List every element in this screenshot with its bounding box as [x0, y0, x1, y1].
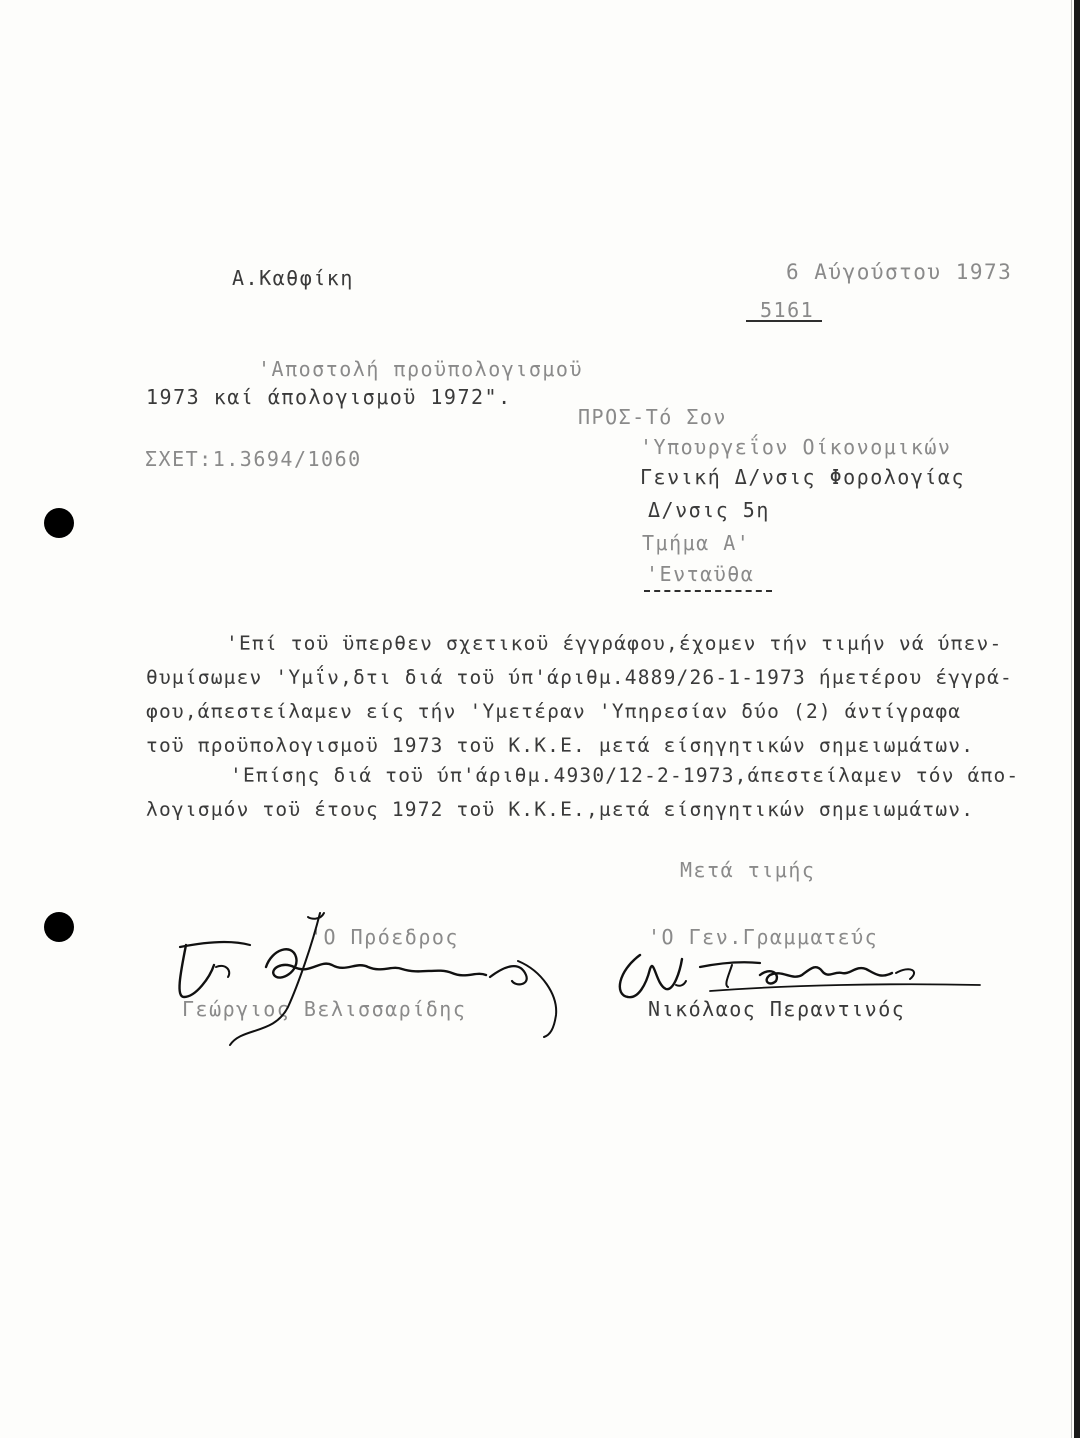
recipient-ministry: 'Υπουργεΐον Οίκονομικών: [640, 435, 952, 459]
right-signatory-title: 'Ο Γεν.Γραμματεύς: [648, 925, 879, 949]
punch-hole-bottom: [44, 912, 74, 942]
left-signatory-name: Γεώργιος Βελισσαρίδης: [182, 997, 467, 1021]
body-line-1: 'Επί τοϋ ϋπερθεν σχετικοϋ έγγράφου,έχομεν τήν τιμήν νά ύπεν-: [226, 632, 1003, 655]
protocol-number-underline: [746, 320, 822, 322]
left-signatory-title: 'Ο Πρόεδρος: [310, 925, 459, 949]
closing-salutation: Μετά τιμής: [680, 858, 816, 882]
recipient-directorate: Γενική Δ/νσις Φορολογίας: [640, 465, 965, 489]
body-line-5: 'Επίσης διά τοϋ ύπ'άριθμ.4930/12-2-1973,άπεστείλαμεν τόν άπο-: [230, 764, 1020, 787]
subject-line-2: 1973 καί άπολογισμοϋ 1972".: [146, 385, 512, 409]
punch-hole-top: [44, 508, 74, 538]
recipient-division: Δ/νσις 5η: [648, 498, 770, 522]
scan-edge-line: [1071, 0, 1072, 1438]
subject-line-1: 'Αποστολή προϋπολογισμοϋ: [258, 357, 583, 381]
right-signatory-name: Νικόλαος Περαντινός: [648, 997, 906, 1021]
recipient-location: 'Ενταϋθα: [646, 562, 755, 586]
body-line-4: τοϋ προϋπολογισμοϋ 1973 τοϋ Κ.Κ.Ε. μετά είσηγητικών σημειωμάτων.: [146, 734, 975, 757]
left-handwritten-signature: [170, 905, 570, 1045]
protocol-number: 5161: [760, 298, 815, 322]
recipient-to: ΠΡΟΣ-Τό Σον: [578, 405, 727, 429]
scan-edge-right: [1074, 0, 1080, 1438]
document-date: 6 Αύγούστου 1973: [786, 260, 1013, 284]
sender-initials: Α.Καθφίκη: [232, 266, 354, 290]
recipient-location-underline: [644, 590, 772, 592]
body-line-2: θυμίσωμεν 'Υμΐν,δτι διά τοϋ ύπ'άριθμ.4889/26-1-1973 ήμετέρου έγγρά-: [146, 666, 1013, 689]
body-line-3: φου,άπεστείλαμεν είς τήν 'Υμετέραν 'Υπηρεσίαν δύο (2) άντίγραφα: [146, 700, 962, 723]
reference-number: ΣΧΕΤ:1.3694/1060: [145, 447, 362, 471]
recipient-section: Τμήμα Α': [642, 531, 751, 555]
right-handwritten-signature: [610, 945, 990, 1015]
body-line-6: λογισμόν τοϋ έτους 1972 τοϋ Κ.Κ.Ε.,μετά είσηγητικών σημειωμάτων.: [146, 798, 975, 821]
